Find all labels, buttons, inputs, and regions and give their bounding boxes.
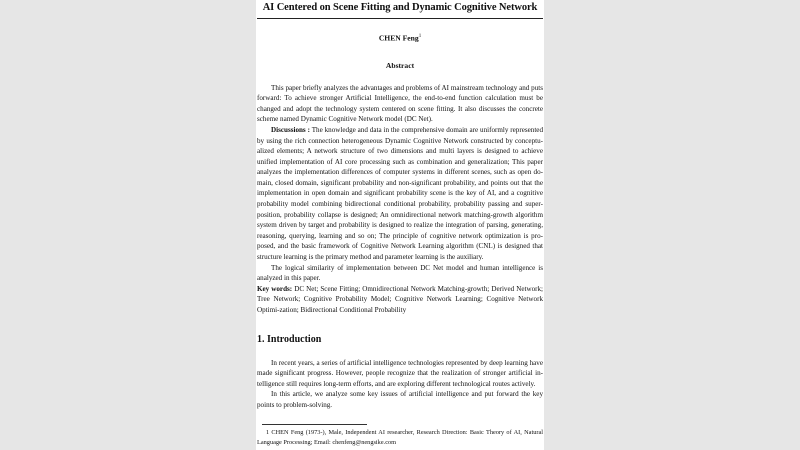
keywords-text: DC Net; Scene Fitting; Omnidirectional Network Matching-growth; Derived Network; Tree Network; Cognitive Probability Model; Cognitive Network Learning; Cognitive Network Optimi-zation; Bidirectional Conditional Probability <box>257 284 544 314</box>
footnote-divider <box>262 424 367 425</box>
introduction-body <box>257 358 543 411</box>
author-footnote-mark: 1 <box>418 34 422 39</box>
paper-title: AI Centered on Scene Fitting and Dynamic Cognitive Network <box>262 2 538 13</box>
author-name <box>257 32 543 43</box>
abstract-heading: Abstract <box>385 60 415 70</box>
discussions-paragraph <box>257 125 543 263</box>
discussions-text: The knowledge and data in the comprehensive domain are uniformly represented by using the rich connection heterogeneous Dynamic Cognitive Network constructed by conceptu-alized elements; A network structure of two dimensions and multi layers is designed to achieve unified implementation of AI core processing such as combination and generalization; This paper analyzes the implementation differences of computer systems in different scenes, such as open do-main, closed domain, significant probability and non-significant probability, and points out that the implementation in open domain and significant probability scene is the key of AI, and a cognitive probability model combining bidirectional conditional probability, probability passing and super-position, probability collapse is designed; An omnidirectional network matching-growth algorithm system driven by target and probability is designed to realize the integration of parsing, generating, reasoning, querying, learning and so on; The principle of cognitive network optimization is pro-posed, and the basic framework of Cognitive Network Learning algorithm (CNL) is designed that structure learning is the primary method and parameter learning is the auxiliary. <box>257 125 543 262</box>
abstract-paragraph: This paper briefly analyzes the advantages and problems of AI mainstream technology and puts forward: To achieve stronger Artificial Intelligence, the end-to-end function calculation must be changed and adopt the technology system centered on scene fitting. It also discusses the concrete scheme named Dynamic Cognitive Network model (DC Net). <box>257 83 543 124</box>
keywords-paragraph <box>257 284 543 316</box>
abstract-body <box>257 83 543 316</box>
closing-paragraph: The logical similarity of implementation between DC Net model and human intelligence is analyzed in this paper. <box>257 263 543 283</box>
intro-paragraph: In this article, we analyze some key issues of artificial intelligence and put forward the key points to problem-solving. <box>257 390 543 409</box>
keywords-label: Key words: <box>257 284 293 293</box>
intro-paragraph: In recent years, a series of artificial intelligence technologies represented by deep learning have made significant progress. However, people recognize that the realization of stronger artificial in-telligence still requires long-term efforts, and are exploring different technological routes actively. <box>257 358 543 388</box>
title-divider <box>257 18 543 19</box>
author-text: CHEN Feng <box>378 33 419 43</box>
section-heading-introduction: 1. Introduction <box>257 333 322 345</box>
discussions-label: Discussions : <box>271 125 310 134</box>
author-footnote: 1 CHEN Feng (1973-), Male, Independent AI researcher, Research Direction: Basic Theory of AI, Natural Language Processing; Email: chenfeng@nengsike.com <box>257 428 543 446</box>
paper-page <box>256 0 544 450</box>
